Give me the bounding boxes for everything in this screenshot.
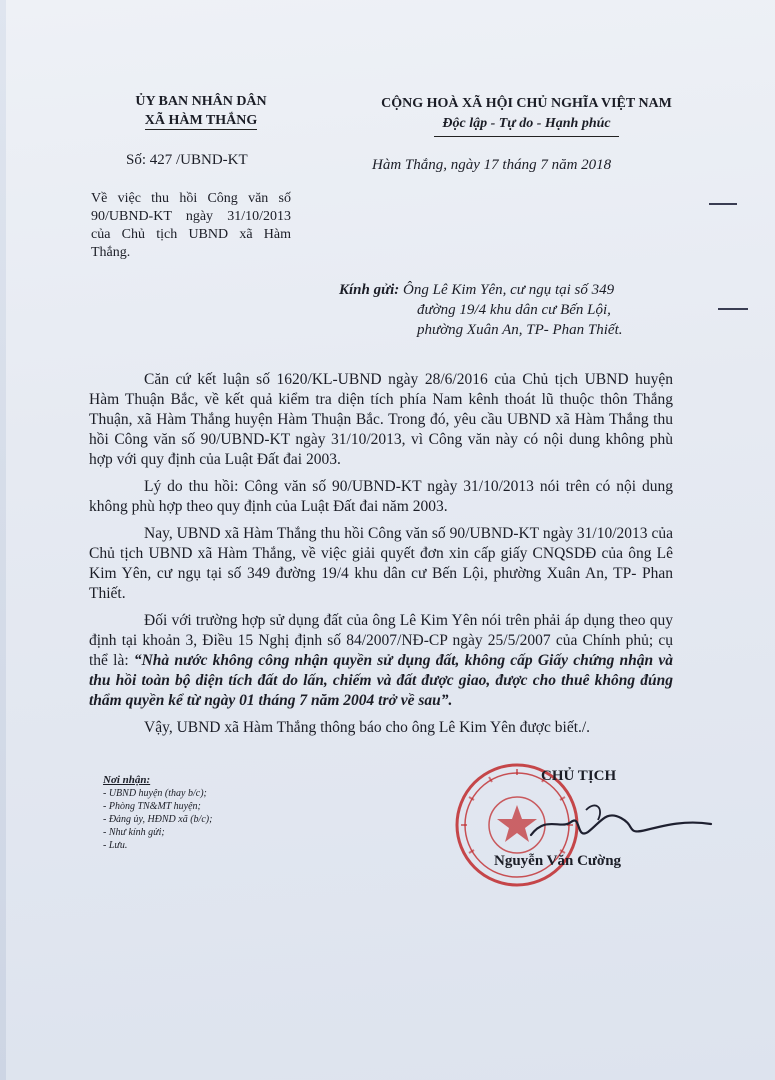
recipient-line-3: phường Xuân An, TP- Phan Thiết. bbox=[417, 322, 623, 338]
body-paragraph-5: Vậy, UBND xã Hàm Thắng thông báo cho ông Lê Kim Yên được biết./. bbox=[144, 719, 591, 736]
agency-line-2: XÃ HÀM THẮNG bbox=[144, 113, 258, 128]
distribution-list bbox=[103, 774, 212, 852]
national-header bbox=[344, 94, 709, 137]
body-paragraph-4 bbox=[89, 611, 673, 711]
signature-title: CHỦ TỊCH bbox=[541, 768, 617, 784]
recipient-line-1: Ông Lê Kim Yên, cư ngụ tại số 349 bbox=[403, 282, 615, 298]
body-paragraph-2: Lý do thu hồi: Công văn số 90/UBND-KT ngày 31/10/2013 nói trên có nội dung không phù hợp theo quy định của Luật Đất đai năm 2003. bbox=[89, 478, 673, 515]
body-paragraph-3: Nay, UBND xã Hàm Thắng thu hồi Công văn số 90/UBND-KT ngày 31/10/2013 của Chủ tịch UBND xã Hàm Thắng, về việc giải quyết đơn xin cấp giấy CNQSDĐ của ông Lê Kim Yên, cư ngụ tại số 349 đường 19/4 khu dân cư Bến Lội, phường Xuân An, TP- Phan Thiết. bbox=[89, 525, 673, 602]
country-line-1: CỘNG HOÀ XÃ HỘI CHỦ NGHĨA VIỆT NAM bbox=[381, 96, 672, 111]
document-page bbox=[6, 0, 775, 1080]
distribution-item: - Lưu. bbox=[103, 840, 128, 851]
recipient-line-2: đường 19/4 khu dân cư Bến Lội, bbox=[417, 302, 611, 318]
recipient-label: Kính gửi: bbox=[339, 282, 400, 298]
recipient-block bbox=[339, 280, 679, 340]
document-number: Số: 427 /UBND-KT bbox=[126, 152, 248, 168]
agency-header bbox=[101, 92, 301, 130]
distribution-item: - Đảng ủy, HĐND xã (b/c); bbox=[103, 814, 213, 825]
subject-line: Về việc thu hồi Công văn số 90/UBND-KT ngày 31/10/2013 của Chủ tịch UBND xã Hàm Thắng. bbox=[91, 191, 291, 260]
date-line: Hàm Thắng, ngày 17 tháng 7 năm 2018 bbox=[372, 157, 612, 173]
document-body bbox=[89, 370, 673, 745]
scan-mark bbox=[709, 203, 737, 205]
distribution-item: - UBND huyện (thay b/c); bbox=[103, 788, 207, 799]
distribution-title: Nơi nhận: bbox=[103, 774, 151, 786]
distribution-item: - Như kính gửi; bbox=[103, 827, 165, 838]
country-motto: Độc lập - Tự do - Hạnh phúc bbox=[434, 114, 618, 137]
distribution-item: - Phòng TN&MT huyện; bbox=[103, 801, 201, 812]
body-paragraph-4-lead: Đối với trường hợp sử dụng đất của ông Lê Kim Yên nói trên phải áp dụng theo quy định tại khoản 3, Điều 15 Nghị định số 84/2007/NĐ-CP ngày 25/5/2007 của Chính phủ; cụ thể là: bbox=[89, 612, 673, 669]
scan-mark bbox=[718, 308, 748, 310]
body-paragraph-1: Căn cứ kết luận số 1620/KL-UBND ngày 28/6/2016 của Chủ tịch UBND huyện Hàm Thuận Bắc, về kết quả kiểm tra diện tích phía Nam kênh thoát lũ thuộc thôn Thắng Thuận, xã Hàm Thắng huyện Hàm Thuận Bắc. Trong đó, yêu cầu UBND xã Hàm Thắng thu hồi Công văn số 90/UBND-KT ngày 31/10/2013, vì Công văn này có nội dung không phù hợp với quy định của Luật Đất đai 2003. bbox=[89, 371, 673, 468]
legal-quote: “Nhà nước không công nhận quyền sử dụng đất, không cấp Giấy chứng nhận và thu hồi toàn bộ diện tích đất do lấn, chiếm và đất được giao, được cho thuê không đúng thẩm quyền kể từ ngày 01 tháng 7 năm 2004 trở về sau”. bbox=[89, 652, 673, 709]
signer-name: Nguyễn Văn Cường bbox=[494, 853, 622, 869]
agency-line-1: ỦY BAN NHÂN DÂN bbox=[135, 94, 267, 109]
